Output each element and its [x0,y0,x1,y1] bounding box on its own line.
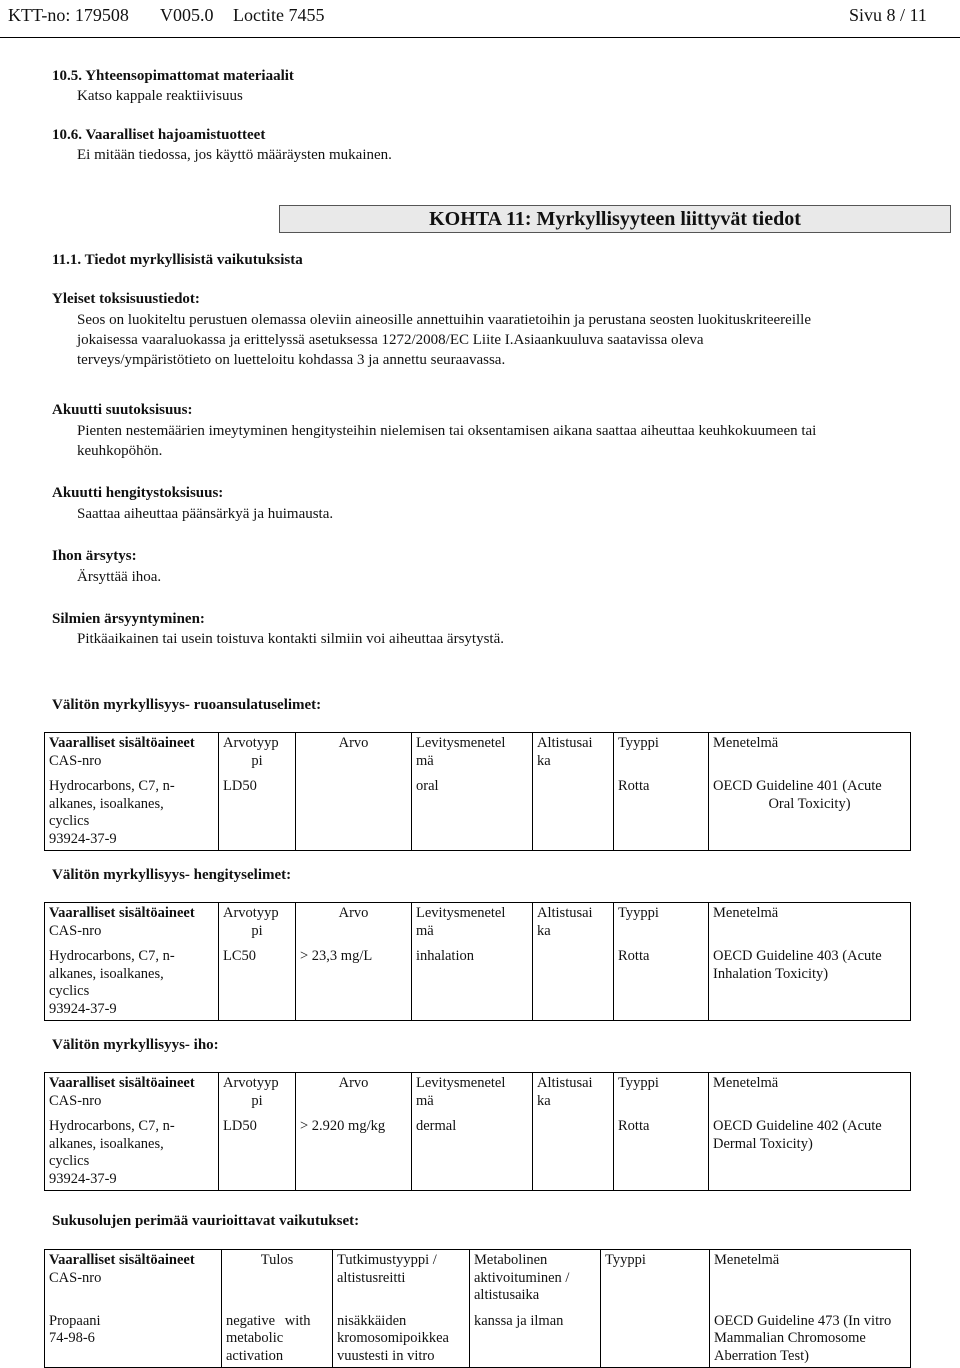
doc-version: V005.0 [160,5,214,25]
cell-value: > 2.920 mg/kg [296,1116,412,1191]
acute-inhal-table [44,902,911,1021]
section-11-title: KOHTA 11: Myrkyllisyyteen liittyvät tiedot [429,208,801,230]
acute-inhal-label: Akuutti hengitystoksisuus: [52,485,224,501]
cell-metabolic: kanssa ja ilman [470,1311,601,1368]
col-value-type: Arvotyyp pi [219,1073,296,1117]
cell-substance: Hydrocarbons, C7, n- alkanes, isoalkanes, cyclics 93924-37-9 [45,946,219,1021]
cell-route: inhalation [412,946,533,1021]
col-species: Tyyppi [601,1250,710,1311]
germ-cell-table-title: Sukusolujen perimää vaurioittavat vaikutukset: [52,1213,360,1229]
acute-inhal-text: Saattaa aiheuttaa päänsärkyä ja huimausta. [77,506,334,522]
s11-1-heading: 11.1. Tiedot myrkyllisistä vaikutuksista [52,252,303,268]
general-tox-line2: jokaisessa vaaraluokassa ja erittelyssä asetuksessa 1272/2008/EC Liite I.Asiaankuuluva saatavissa oleva [77,332,704,348]
cell-value: > 23,3 mg/L [296,946,412,1021]
col-substance: Vaaralliset sisältöaineet CAS-nro [45,903,219,947]
table-row [45,1116,911,1191]
cell-value-type: LD50 [219,1116,296,1191]
general-tox-line1: Seos on luokiteltu perustuen olemassa oleviin aineosille annettuihin vaaratietoihin ja perustana seosten luokituskriteereille [77,312,811,328]
table-row [45,776,911,851]
acute-dermal-table [44,1072,911,1191]
cell-value-type: LD50 [219,776,296,851]
acute-oral-line1: Pienten nestemäärien imeytyminen hengitysteihin nielemisen tai oksentamisen aikana saattaa aiheuttaa keuhkokuumeen tai [77,423,817,439]
col-method: Menetelmä [709,1073,911,1117]
cell-species: Rotta [614,1116,709,1191]
cell-substance: Hydrocarbons, C7, n- alkanes, isoalkanes, cyclics 93924-37-9 [45,776,219,851]
acute-dermal-table-title: Välitön myrkyllisyys- iho: [52,1037,219,1053]
skin-irritation-label: Ihon ärsytys: [52,548,137,564]
table-header-row [45,1250,911,1311]
acute-oral-label: Akuutti suutoksisuus: [52,402,193,418]
cell-method: OECD Guideline 402 (Acute Dermal Toxicity) [709,1116,911,1191]
general-tox-label: Yleiset toksisuustiedot: [52,291,200,307]
skin-irritation-text: Ärsyttää ihoa. [77,569,162,585]
cell-species [601,1311,710,1368]
cell-route: oral [412,776,533,851]
cell-method: OECD Guideline 473 (In vitro Mammalian Chromosome Aberration Test) [710,1311,911,1368]
col-value: Arvo [296,903,412,947]
s10-5-heading: 10.5. Yhteensopimattomat materiaalit [52,68,294,84]
header-rule [0,37,960,38]
eye-irritation-text: Pitkäaikainen tai usein toistuva kontakti silmiin voi aiheuttaa ärsytystä. [77,631,505,647]
col-value-type: Arvotyyp pi [219,903,296,947]
cell-route: dermal [412,1116,533,1191]
cell-exposure [533,946,614,1021]
cell-value [296,776,412,851]
col-species: Tyyppi [614,903,709,947]
table-row [45,946,911,1021]
cell-study-type: nisäkkäiden kromosomipoikkea vuustesti in vitro [333,1311,470,1368]
acute-oral-line2: keuhkopöhön. [77,443,163,459]
col-route: Levitysmenetel mä [412,903,533,947]
col-route: Levitysmenetel mä [412,733,533,777]
col-result: Tulos [222,1250,333,1311]
table-row [45,1311,911,1368]
section-11-bar [279,205,951,233]
cell-method: OECD Guideline 401 (Acute Oral Toxicity) [709,776,911,851]
cell-substance: Hydrocarbons, C7, n- alkanes, isoalkanes, cyclics 93924-37-9 [45,1116,219,1191]
col-method: Menetelmä [709,903,911,947]
cell-species: Rotta [614,776,709,851]
acute-inhal-table-title: Välitön myrkyllisyys- hengityselimet: [52,867,292,883]
cell-species: Rotta [614,946,709,1021]
s10-5-text: Katso kappale reaktiivisuus [77,88,243,104]
col-method: Menetelmä [710,1250,911,1311]
col-species: Tyyppi [614,733,709,777]
col-exposure: Altistusai ka [533,1073,614,1117]
cell-method: OECD Guideline 403 (Acute Inhalation Toxicity) [709,946,911,1021]
eye-irritation-label: Silmien ärsyyntyminen: [52,611,205,627]
acute-oral-table [44,732,911,851]
table-header-row [45,903,911,947]
doc-ktt-number: KTT-no: 179508 [8,5,129,25]
col-exposure: Altistusai ka [533,903,614,947]
cell-exposure [533,1116,614,1191]
col-method: Menetelmä [709,733,911,777]
col-species: Tyyppi [614,1073,709,1117]
s10-6-heading: 10.6. Vaaralliset hajoamistuotteet [52,127,266,143]
cell-result: negative with metabolic activation [222,1311,333,1368]
col-route: Levitysmenetel mä [412,1073,533,1117]
general-tox-line3: terveys/ympäristötieto on luetteloitu kohdassa 3 ja annettu seuraavassa. [77,352,506,368]
doc-product: Loctite 7455 [233,5,325,25]
col-value: Arvo [296,1073,412,1117]
col-substance: Vaaralliset sisältöaineet CAS-nro [45,1073,219,1117]
col-metabolic: Metabolinen aktivoituminen / altistusaika [470,1250,601,1311]
germ-cell-table [44,1249,911,1368]
cell-exposure [533,776,614,851]
cell-value-type: LC50 [219,946,296,1021]
col-study-type: Tutkimustyyppi / altistusreitti [333,1250,470,1311]
col-value: Arvo [296,733,412,777]
col-exposure: Altistusai ka [533,733,614,777]
col-substance: Vaaralliset sisältöaineet CAS-nro [45,1250,222,1311]
cell-substance: Propaani 74-98-6 [45,1311,222,1368]
s10-6-text: Ei mitään tiedossa, jos käyttö määräysten mukainen. [77,147,392,163]
acute-oral-table-title: Välitön myrkyllisyys- ruoansulatuselimet: [52,697,322,713]
col-substance: Vaaralliset sisältöaineet CAS-nro [45,733,219,777]
doc-page-number: Sivu 8 / 11 [849,5,927,25]
col-value-type: Arvotyyp pi [219,733,296,777]
table-header-row [45,1073,911,1117]
table-header-row [45,733,911,777]
